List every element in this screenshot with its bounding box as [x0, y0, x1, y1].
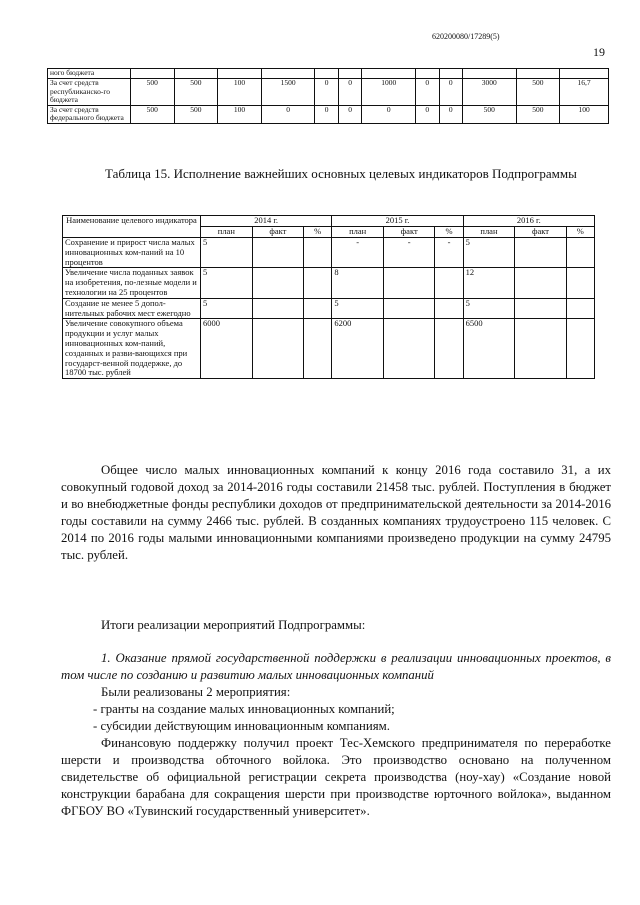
table-cell	[304, 319, 332, 379]
summary-paragraph: Общее число малых инновационных компаний к концу 2016 года составило 31, а их совокупный годовой доход за 2014-2016 годы составили 21458 тыс. рублей. Поступления в бюджет и во внебюджетные фонды республики доходов от предпринимательской деятельности за 2014-2016 годы составили на сумму 2466 тыс. рублей. В созданных компаниях трудоустроено 115 человек. С 2014 по 2016 годы малыми инновационными компаниями произведено продукции на сумму 24795 тыс. рублей.	[61, 463, 611, 562]
subheader: %	[304, 227, 332, 238]
table-cell	[252, 319, 303, 379]
page-number: 19	[593, 45, 605, 59]
table-cell	[338, 69, 361, 79]
table-cell: 16,7	[560, 79, 609, 106]
table-row	[48, 69, 609, 79]
table-cell	[304, 238, 332, 268]
results-heading: Итоги реализации мероприятий Подпрограммы:	[101, 618, 366, 632]
table-cell: 500	[131, 105, 175, 123]
table-cell: 6200	[332, 319, 384, 379]
table-cell	[261, 69, 315, 79]
table-cell	[515, 238, 566, 268]
bullet-item: - субсидии действующим инновационным компаниям.	[93, 719, 390, 733]
table-caption: Таблица 15. Исполнение важнейших основных целевых индикаторов Подпрограммы	[105, 166, 577, 181]
table-cell	[252, 238, 303, 268]
table-cell	[252, 268, 303, 298]
table-cell	[566, 298, 594, 319]
table-cell	[462, 69, 516, 79]
table-cell: 3000	[462, 79, 516, 106]
budget-table	[47, 68, 609, 124]
table-cell: -	[332, 238, 384, 268]
table-cell: 5	[463, 238, 515, 268]
row-label: Увеличение числа поданных заявок на изобретения, по-лезные модели и технологии на 25 процентов	[63, 268, 201, 298]
table-cell	[435, 319, 463, 379]
table-cell: 12	[463, 268, 515, 298]
table-cell: 100	[218, 105, 262, 123]
table-cell: 500	[131, 79, 175, 106]
table-cell: 0	[416, 79, 439, 106]
row-label: ного бюджета	[48, 69, 131, 79]
table-cell	[515, 319, 566, 379]
table-cell: 0	[338, 105, 361, 123]
table-cell: 6000	[201, 319, 253, 379]
table-cell: 5	[332, 298, 384, 319]
table-row	[63, 298, 595, 319]
table-cell: 0	[416, 105, 439, 123]
table-cell	[383, 319, 434, 379]
table-cell: 500	[516, 105, 560, 123]
row-label: Сохранение и прирост числа малых инновационных ком-паний на 10 процентов	[63, 238, 201, 268]
table-cell: 1500	[261, 79, 315, 106]
header-row	[63, 216, 595, 227]
table-cell	[560, 69, 609, 79]
table-cell: 500	[174, 79, 218, 106]
table-cell: -	[435, 238, 463, 268]
subheader: факт	[515, 227, 566, 238]
year-header: 2015 г.	[332, 216, 463, 227]
table-cell: 5	[201, 268, 253, 298]
document-id: 620200080/17289(5)	[432, 32, 500, 41]
implemented-text: Были реализованы 2 мероприятия:	[101, 685, 291, 699]
subheader: план	[332, 227, 384, 238]
subheader: факт	[252, 227, 303, 238]
table-cell: 0	[439, 105, 462, 123]
table-row	[48, 79, 609, 106]
table-cell	[383, 268, 434, 298]
table-row	[63, 319, 595, 379]
row-label: Создание не менее 5 допол-нительных рабочих мест ежегодно	[63, 298, 201, 319]
table-cell: 0	[261, 105, 315, 123]
table-cell: 100	[218, 79, 262, 106]
table-cell: 500	[462, 105, 516, 123]
table-cell	[315, 69, 338, 79]
table-row	[63, 238, 595, 268]
row-label: За счет средств республиканско-го бюджета	[48, 79, 131, 106]
financial-paragraph: Финансовую поддержку получил проект Тес-Хемского предпринимателя по переработке шерсти и производства обточного войлока. Это производство основано на полученном свидетельстве об официальной регистрации секрета производства (ноу-хау) «Создание новой конструкции барабана для сокращения шерсти при производстве юрточного войлока», выданном ФГБОУ ВО «Тувинский государственный университет».	[61, 736, 611, 818]
table-cell: 0	[338, 79, 361, 106]
table-cell	[515, 298, 566, 319]
table-cell: 5	[201, 298, 253, 319]
item1-title: 1. Оказание прямой государственной поддержки в реализации инновационных проектов, в том числе по созданию и развитию малых инновационных компаний	[61, 651, 611, 682]
table-cell	[131, 69, 175, 79]
table-cell	[304, 298, 332, 319]
table-cell	[416, 69, 439, 79]
subheader: факт	[383, 227, 434, 238]
table-cell	[516, 69, 560, 79]
subheader: план	[463, 227, 515, 238]
table-cell: 500	[516, 79, 560, 106]
bullet-item: - гранты на создание малых инновационных компаний;	[93, 702, 395, 716]
row-label: За счет средств федерального бюджета	[48, 105, 131, 123]
table-cell	[566, 238, 594, 268]
table-cell: 5	[463, 298, 515, 319]
table-cell	[566, 268, 594, 298]
year-header: 2014 г.	[201, 216, 332, 227]
table-cell: 0	[315, 79, 338, 106]
table-cell: 500	[174, 105, 218, 123]
table-cell	[435, 268, 463, 298]
table-cell	[362, 69, 416, 79]
subheader: %	[435, 227, 463, 238]
table-row	[63, 268, 595, 298]
table-cell: 1000	[362, 79, 416, 106]
indicator-table	[62, 215, 595, 379]
table-cell: 6500	[463, 319, 515, 379]
table-cell	[218, 69, 262, 79]
table-row	[48, 105, 609, 123]
table-cell: 0	[362, 105, 416, 123]
subheader: %	[566, 227, 594, 238]
table-cell	[435, 298, 463, 319]
table-cell	[304, 268, 332, 298]
table-cell	[383, 298, 434, 319]
subheader: план	[201, 227, 253, 238]
table-cell: 0	[315, 105, 338, 123]
table-cell: 8	[332, 268, 384, 298]
year-header: 2016 г.	[463, 216, 594, 227]
table-cell	[515, 268, 566, 298]
table-cell	[174, 69, 218, 79]
table-cell	[252, 298, 303, 319]
table-cell: 0	[439, 79, 462, 106]
table-cell: -	[383, 238, 434, 268]
table-cell: 100	[560, 105, 609, 123]
row-label: Увеличение совокупного объема продукции и услуг малых инновационных ком-паний, созданных и разви-вающихся при государст-венной поддержке, до 18700 тыс. рублей	[63, 319, 201, 379]
indicator-header: Наименование целевого индикатора	[63, 216, 201, 238]
table-cell: 5	[201, 238, 253, 268]
table-cell	[566, 319, 594, 379]
table-cell	[439, 69, 462, 79]
